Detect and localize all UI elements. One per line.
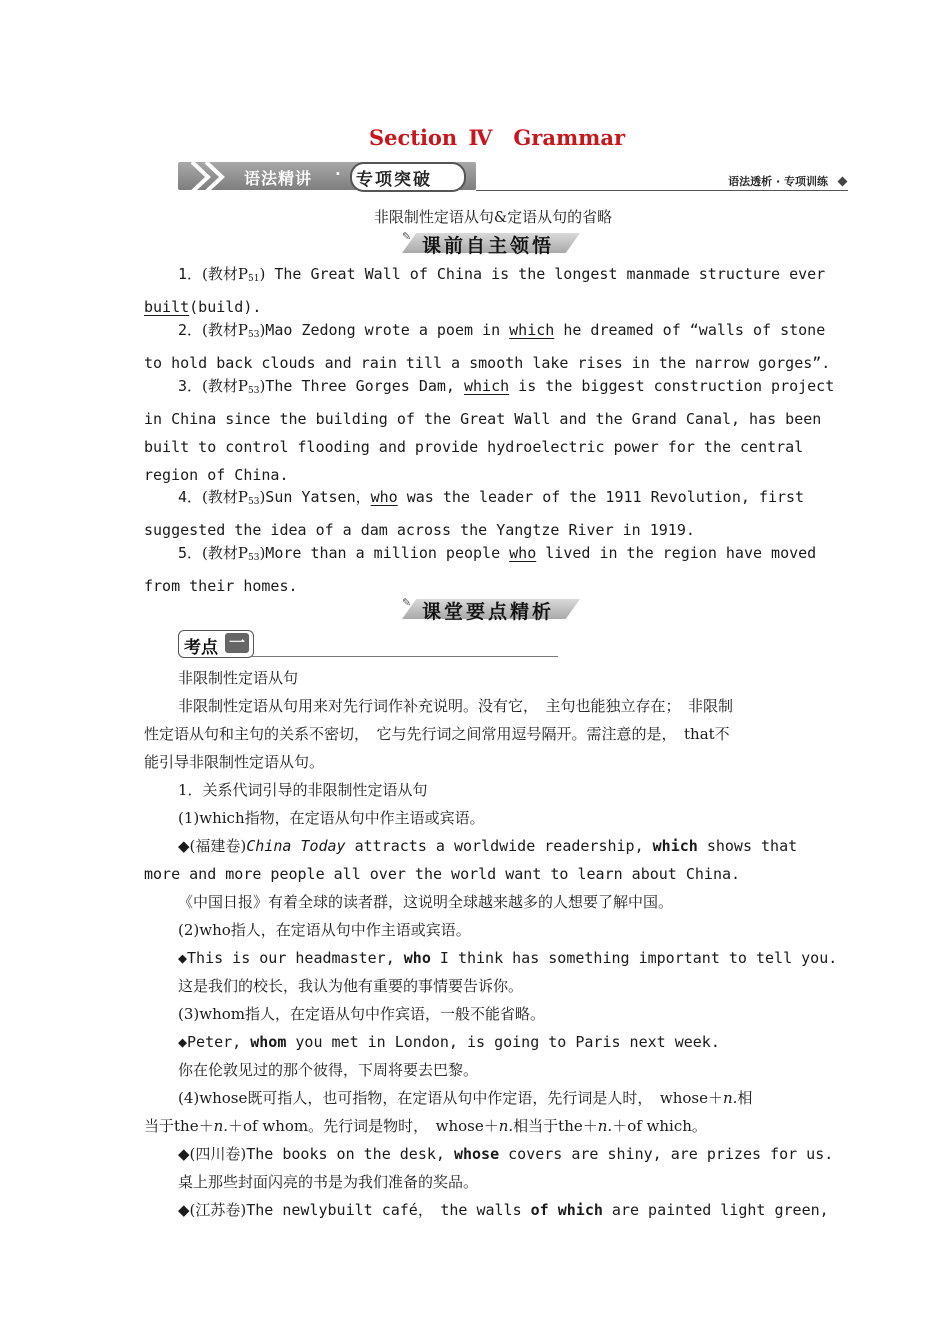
rule-text: 相 [737,1089,753,1107]
rule-text: ＋of whom。先行词是物时， whose＋ [228,1117,499,1135]
answer-blank: who [370,488,398,506]
example-source: ◆(江苏卷) [178,1201,247,1219]
example-1 [144,832,806,860]
section-heading-preclass [402,230,582,256]
rule-whose [144,1084,806,1112]
exercise-item-3 [144,372,835,489]
item-text: is the biggest construction project [509,377,835,395]
banner-underline [476,190,848,191]
example-keyword: whom [250,1033,287,1051]
exercise-item-5 [144,539,817,600]
source-ref: (教材P [202,321,248,339]
rule-text: (4)whose既可指人，也可指物，在定语从句中作定语，先行词是人时， whose＋ [178,1089,723,1107]
example-2 [144,944,838,972]
diamond-icon [838,177,848,187]
item-text: The Great Wall of China is the longest manmade structure ever [265,265,826,283]
banner-dot: · [335,165,341,183]
rule-italic: n. [597,1117,613,1135]
item-text: was the leader of the 1911 Revolution, first [397,488,805,506]
section-banner [178,160,848,194]
banner-right-label: 语法透析 · 专项训练 [728,175,828,188]
item-text: The Three Gorges Dam, [265,377,464,395]
grammar-section [144,664,838,1224]
grammar-intro-line: 能引导非限制性定语从句。 [144,753,325,771]
topic-subtitle: 非限制性定语从句&定语从句的省略 [373,208,613,226]
banner-label-2: 专项突破 [356,170,432,190]
rule-who: (2)who指人，在定语从句中作主语或宾语。 [178,921,471,939]
section-heading-text: 课堂要点精析 [422,601,555,623]
exercise-item-4 [144,483,806,544]
source-ref: (教材P [202,488,248,506]
source-ref-close: ) [259,265,266,283]
exercise-item-1 [144,260,826,321]
source-page: 53 [247,386,260,396]
example-source: ◆(福建卷) [178,837,247,855]
example-2-translation: 这是我们的校长，我认为他有重要的事情要告诉你。 [178,977,524,995]
rule-which: (1)which指物，在定语从句中作主语或宾语。 [178,809,485,827]
answer-blank: built [144,298,190,316]
item-number: 5． [178,544,203,562]
banner-label-1: 语法精讲 [244,169,313,188]
source-page: 51 [247,274,260,284]
grammar-intro-line: 性定语从句和主句的关系不密切， 它与先行词之间常用逗号隔开。需注意的是， that不 [144,725,730,743]
item-text-line: region of China. [144,466,289,484]
source-page: 53 [247,553,260,563]
item-text-line: built to control flooding and provide hydroelectric power for the central [144,438,804,456]
rule-text: 相当于the＋ [513,1117,598,1135]
item-text: lived in the region have moved [536,544,817,562]
item-text: he dreamed of “walls of stone [554,321,826,339]
rule-whose-line2 [144,1112,806,1140]
source-page: 53 [247,330,260,340]
key-point-rule [252,656,558,657]
example-3 [144,1028,806,1056]
example-5 [144,1196,829,1224]
key-point-tag [178,630,558,660]
rule-italic: n. [498,1117,514,1135]
source-ref: (教材P [202,544,248,562]
source-ref-close: ) [259,488,266,506]
answer-blank: who [509,544,537,562]
rule-text: 当于the＋ [144,1117,214,1135]
item-text: Sun Yatsen， [265,488,371,506]
example-keyword: who [403,949,431,967]
rule-whom: (3)whom指人，在定语从句中作宾语，一般不能省略。 [178,1005,546,1023]
example-italic: China Today [246,837,346,855]
pencil-icon: ✎ [402,596,412,609]
example-1-translation: 《中国日报》有着全球的读者群，这说明全球越来越多的人想要了解中国。 [178,893,674,911]
example-text: The books on the desk, [246,1145,454,1163]
item-text-line: to hold back clouds and rain till a smooth lake rises in the narrow gorges”. [144,354,831,372]
section-heading-text: 课前自主领悟 [422,235,555,257]
grammar-heading: 非限制性定语从句 [178,669,299,687]
source-ref: (教材P [202,265,248,283]
example-3-translation: 你在伦敦见过的那个彼得，下周将要去巴黎。 [178,1061,479,1079]
item-number: 2． [178,321,203,339]
example-4-translation: 桌上那些封面闪亮的书是为我们准备的奖品。 [178,1173,479,1191]
example-text: ◆This is our headmaster, [178,949,404,967]
key-point-label: 考点 [184,638,218,658]
example-text: attracts a worldwide readership, [345,837,653,855]
grammar-point-heading: 1．关系代词引导的非限制性定语从句 [178,781,428,799]
pencil-icon: ✎ [402,230,412,243]
section-heading-inclass [402,596,582,622]
rule-text: ＋of which。 [612,1117,707,1135]
double-chevron-icon [188,160,238,194]
item-number: 3． [178,377,203,395]
source-ref: (教材P [202,377,248,395]
item-text-line: in China since the building of the Great Wall and the Grand Canal, has been [144,410,822,428]
key-point-number: 一 [225,633,249,653]
item-number: 1． [178,265,203,283]
item-text-line: from their homes. [144,577,298,595]
rule-italic: n. [722,1089,738,1107]
example-text: are painted light green, [602,1201,829,1219]
example-source: ◆(四川卷) [178,1145,247,1163]
example-keyword: which [652,837,698,855]
answer-blank: which [463,377,510,395]
example-text: The newlybuilt café， the walls [246,1201,531,1219]
example-text: covers are shiny, are prizes for us. [499,1145,834,1163]
item-text: (build). [189,298,262,316]
source-ref-close: ) [259,544,266,562]
exercise-item-2 [144,316,831,377]
answer-blank: which [509,321,555,339]
page-title: Section Ⅳ Grammar [368,125,626,150]
source-page: 53 [247,497,260,507]
rule-italic: n. [213,1117,229,1135]
example-text: I think has something important to tell you. [430,949,838,967]
grammar-intro-line: 非限制性定语从句用来对先行词作补充说明。没有它， 主句也能独立存在； 非限制 [178,697,734,715]
example-4 [144,1140,834,1168]
source-ref-close: ) [259,321,266,339]
item-text: More than a million people [265,544,510,562]
example-text: shows that [697,837,798,855]
example-1-line2: more and more people all over the world want to learn about China. [144,865,741,883]
example-text: you met in London, is going to Paris next week. [286,1033,720,1051]
item-text-line: suggested the idea of a dam across the Yangtze River in 1919. [144,521,695,539]
example-keyword: of which [530,1201,603,1219]
item-number: 4． [178,488,203,506]
item-text: Mao Zedong wrote a poem in [265,321,510,339]
example-text: ◆Peter, [178,1033,251,1051]
source-ref-close: ) [259,377,266,395]
example-keyword: whose [453,1145,500,1163]
